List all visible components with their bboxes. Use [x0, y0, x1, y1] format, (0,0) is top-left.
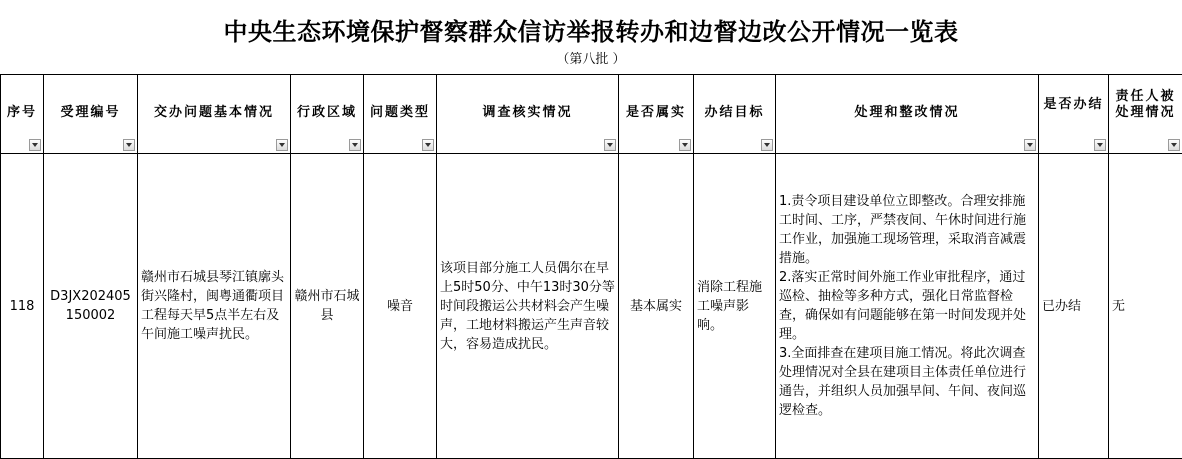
- cell-handling: 1.责令项目建设单位立即整改。合理安排施工时间、工序，严禁夜间、午休时间进行施工作业，加强施工现场管理，采取消音减震措施。 2.落实正常时间外施工作业审批程序，通过巡检、抽检等多种方式，强化日常监督检查，确保如有问题能够在第一时间发现并处理。 3.全面排查在建项目施工情况。将此次调查处理情况对全县在建项目主体责任单位进行通告，并组织人员加强早间、午间、夜间巡逻检查。: [776, 154, 1039, 459]
- column-header-label: 问题类型: [366, 105, 434, 121]
- cell-goal: 消除工程施工噪声影响。: [694, 154, 776, 459]
- column-header-investigation: [437, 75, 619, 154]
- column-header-label: 调查核实情况: [439, 105, 616, 121]
- column-header-region: [291, 75, 364, 154]
- column-header-label: 受理编号: [46, 105, 135, 121]
- column-header-case-no: [44, 75, 138, 154]
- header-row: [1, 75, 1182, 154]
- filter-dropdown-icon[interactable]: [1024, 139, 1036, 151]
- column-header-label: 是否办结: [1041, 97, 1106, 113]
- column-header-handling: [776, 75, 1039, 154]
- column-header-label: 交办问题基本情况: [140, 105, 288, 121]
- column-header-label: 是否属实: [621, 105, 691, 121]
- column-header-verified: [619, 75, 694, 154]
- cell-case-no: D3JX202405150002: [44, 154, 138, 459]
- filter-dropdown-icon[interactable]: [276, 139, 288, 151]
- filter-dropdown-icon[interactable]: [604, 139, 616, 151]
- column-header-seq: [1, 75, 44, 154]
- batch-subtitle: （第八批 ）: [0, 48, 1182, 67]
- column-header-label: 序号: [3, 105, 41, 121]
- cell-issue: 赣州市石城县琴江镇廓头街兴隆村，闽粤通衢项目工程每天早5点半左右及午间施工噪声扰民。: [138, 154, 291, 459]
- page-title: 中央生态环境保护督察群众信访举报转办和边督边改公开情况一览表: [0, 12, 1182, 47]
- cell-verified: 基本属实: [619, 154, 694, 459]
- filter-dropdown-icon[interactable]: [1094, 139, 1106, 151]
- column-header-label: 处理和整改情况: [778, 105, 1036, 121]
- filter-dropdown-icon[interactable]: [1168, 139, 1180, 151]
- column-header-problem-type: [364, 75, 437, 154]
- cell-problem-type: 噪音: [364, 154, 437, 459]
- column-header-label: 行政区域: [293, 105, 361, 121]
- column-header-issue: [138, 75, 291, 154]
- column-header-label: 责任人被处理情况: [1111, 89, 1180, 121]
- cell-region: 赣州市石城县: [291, 154, 364, 459]
- column-header-goal: [694, 75, 776, 154]
- column-header-accountability: [1109, 75, 1182, 154]
- column-header-closed: [1039, 75, 1109, 154]
- report-table: [0, 74, 1182, 459]
- filter-dropdown-icon[interactable]: [349, 139, 361, 151]
- cell-investigation: 该项目部分施工人员偶尔在早上5时50分、中午13时30分等时间段搬运公共材料会产生噪声，工地材料搬运产生声音较大，容易造成扰民。: [437, 154, 619, 459]
- cell-seq: 118: [1, 154, 44, 459]
- column-header-label: 办结目标: [696, 105, 773, 121]
- filter-dropdown-icon[interactable]: [761, 139, 773, 151]
- cell-closed: 已办结: [1039, 154, 1109, 459]
- cell-accountability: 无: [1109, 154, 1182, 459]
- table-row: [1, 154, 1182, 459]
- filter-dropdown-icon[interactable]: [123, 139, 135, 151]
- filter-dropdown-icon[interactable]: [422, 139, 434, 151]
- title-block: [0, 0, 1182, 74]
- filter-dropdown-icon[interactable]: [679, 139, 691, 151]
- filter-dropdown-icon[interactable]: [29, 139, 41, 151]
